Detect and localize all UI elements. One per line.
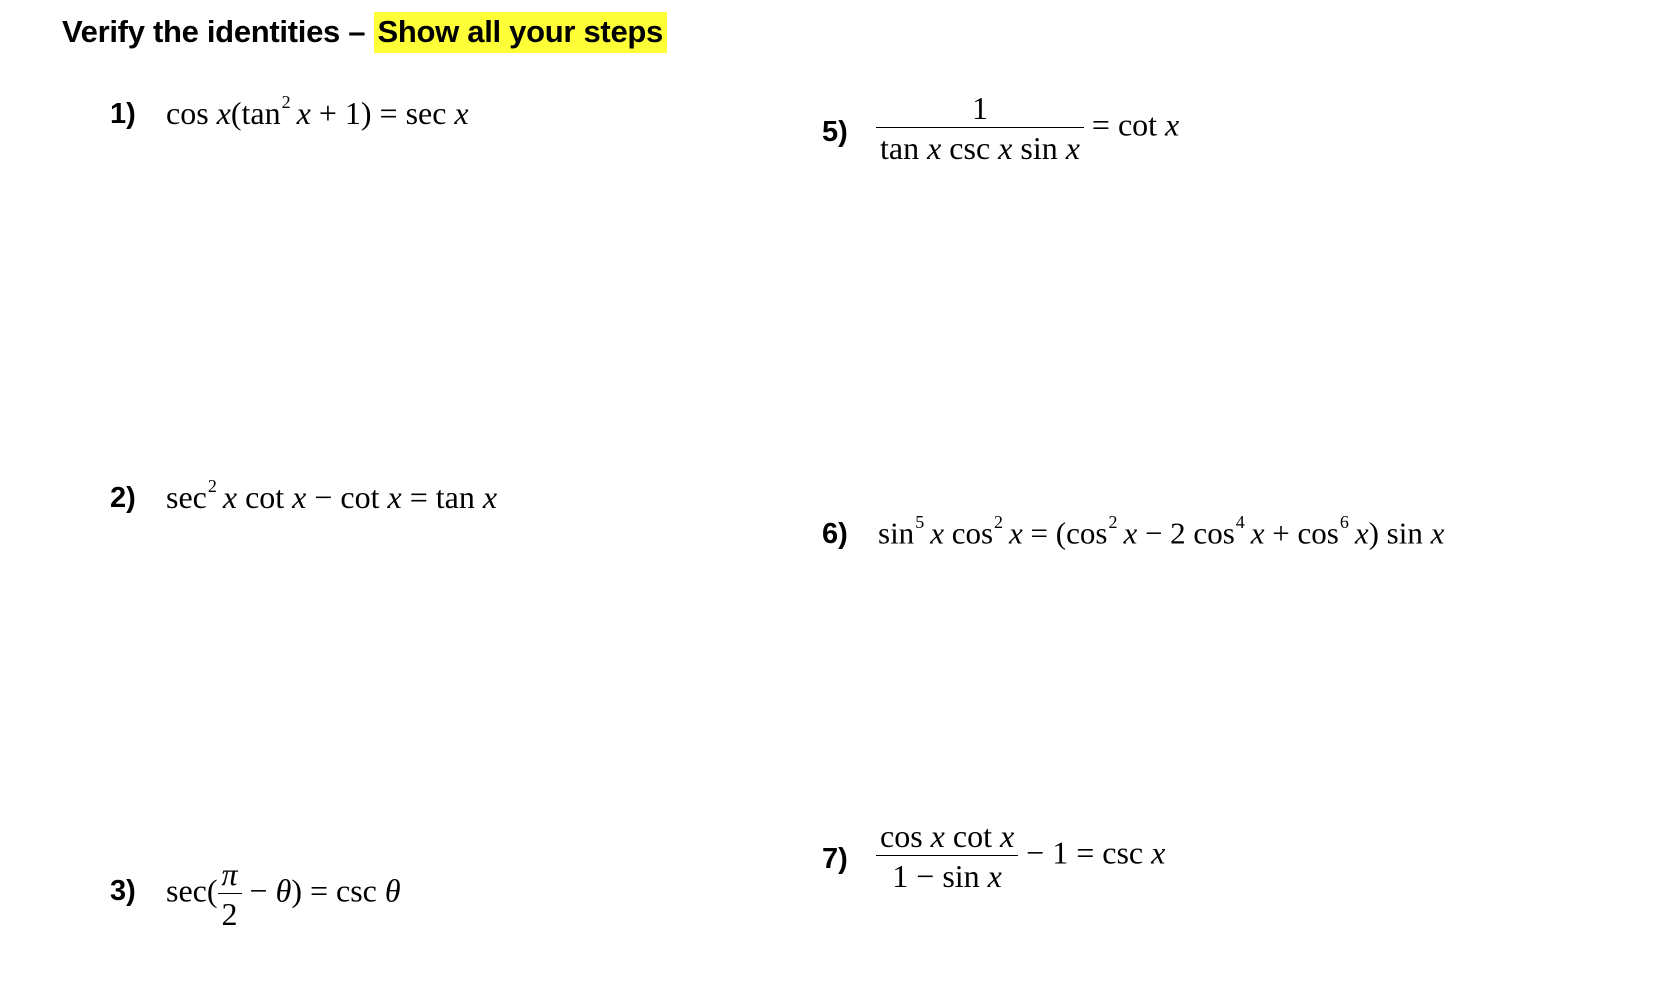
problem-7-equation: $\frac{\text{cos x cot x}}{\text{1 − sin x}}$ − 1 = csc x	[876, 820, 1165, 892]
heading-text: Verify the identities –	[62, 14, 374, 49]
problem-7-number: 7)	[822, 843, 848, 875]
heading-highlight: Show all your steps	[374, 12, 667, 53]
problem-5-equation: $\frac{1}{\text{tan x csc x sin x}}$ = cot x	[876, 92, 1179, 164]
worksheet-heading	[62, 14, 667, 50]
problem-2-number: 2)	[110, 482, 136, 514]
problem-3-equation: sec( $\frac{\pi}{2}$ − θ) = csc θ	[166, 856, 401, 932]
problem-2-equation: $\sec^2 x$ cot x − cot x = tan x	[166, 476, 498, 515]
problem-5-number: 5)	[822, 116, 848, 148]
problem-3-number: 3)	[110, 875, 136, 907]
pi-over-2-fraction: $\frac{\pi}{2}$	[218, 858, 242, 930]
problem-6-number: 6)	[822, 518, 848, 550]
problem-7-fraction: $\frac{\text{cos x cot x}}{\text{1 − sin x}}$	[876, 820, 1018, 892]
problem-5-fraction: $\frac{1}{\text{tan x csc x sin x}}$	[876, 92, 1084, 164]
problem-1-equation: $\cos x(\tan^2$ x + 1) = sec x	[166, 92, 469, 131]
problem-6-equation: $\sin^5 x$ $\cos^2 x = (\cos^2$ x − 2 $\cos^4 x + \cos^6 x$) sin x	[878, 512, 1445, 551]
problem-1-number: 1)	[110, 98, 136, 130]
